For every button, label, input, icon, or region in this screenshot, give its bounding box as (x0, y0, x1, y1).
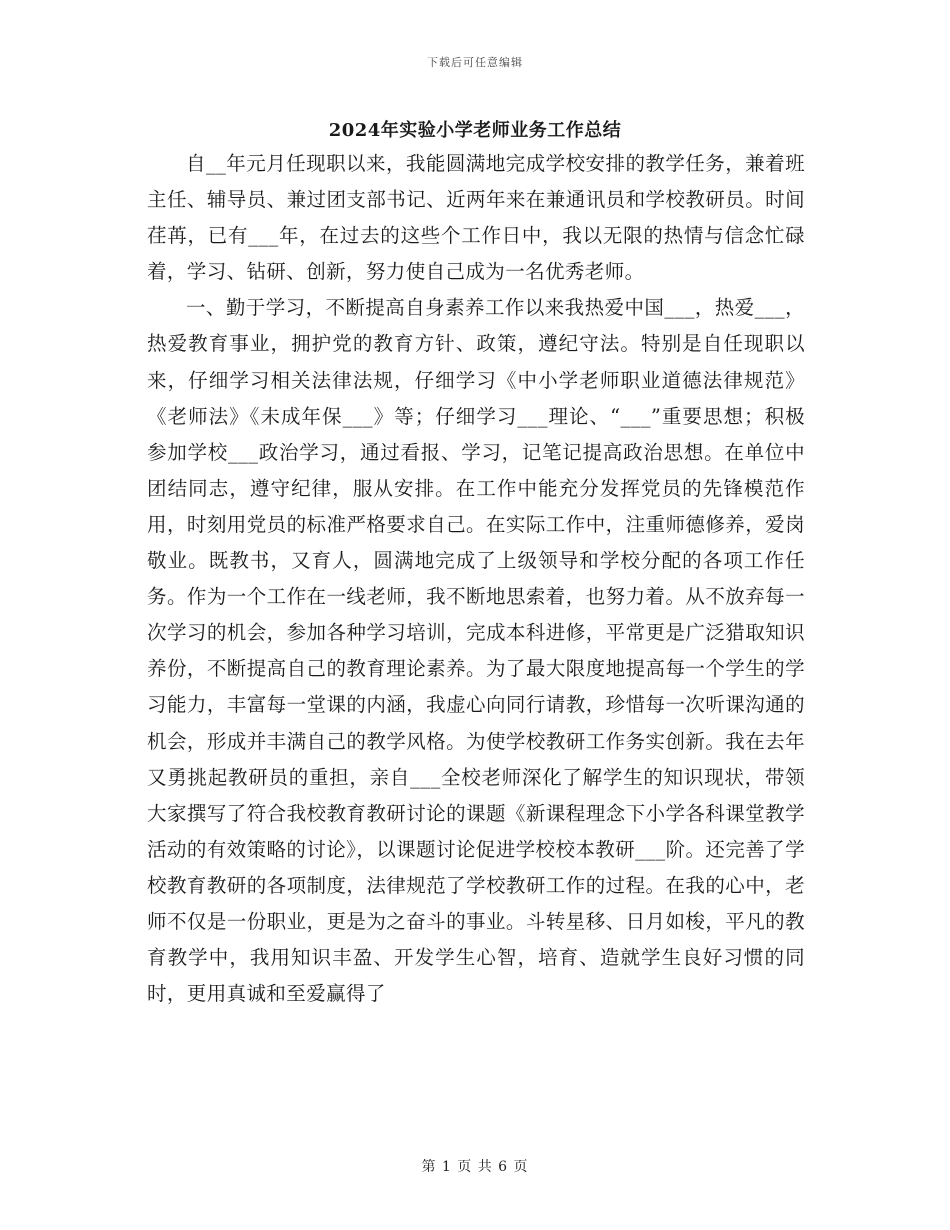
page-header-note: 下载后可任意编辑 (427, 56, 523, 69)
document-title: 2024年实验小学老师业务工作总结 (328, 120, 622, 141)
document-body (147, 146, 805, 1012)
paragraph-intro: 自__年元月任现职以来，我能圆满地完成学校安排的教学任务，兼着班主任、辅导员、兼过团支部书记、近两年来在兼通讯员和学校教研员。时间荏苒，已有___年，在过去的这些个工作日中，我以无限的热情与信念忙碌着，学习、钻研、创新，努力使自己成为一名优秀老师。 (147, 152, 805, 284)
page-number: 第 1 页 共 6 页 (421, 1159, 529, 1175)
paragraph-section-1: 一、勤于学习，不断提高自身素养工作以来我热爱中国___，热爱___，热爱教育事业，拥护党的教育方针、政策，遵纪守法。特别是自任现职以来，仔细学习相关法律法规，仔细学习《中小学老师职业道德法律规范》《老师法》《未成年保___》等；仔细学习___理论、“___”重要思想；积极参加学校___政治学习，通过看报、学习，记笔记提高政治思想。在单位中团结同志，遵守纪律，服从安排。在工作中能充分发挥党员的先锋模范作用，时刻用党员的标准严格要求自己。在实际工作中，注重师德修养，爱岗敬业。既教书，又育人，圆满地完成了上级领导和学校分配的各项工作任务。作为一个工作在一线老师，我不断地思索着，也努力着。从不放弃每一次学习的机会，参加各种学习培训，完成本科进修，平常更是广泛猎取知识养份，不断提高自己的教育理论素养。为了最大限度地提高每一个学生的学习能力，丰富每一堂课的内涵，我虚心向同行请教，珍惜每一次听课沟通的机会，形成并丰满自己的教学风格。为使学校教研工作务实创新。我在去年又勇挑起教研员的重担，亲自___全校老师深化了解学生的知识现状，带领大家撰写了符合我校教育教研讨论的课题《新课程理念下小学各科课堂教学活动的有效策略的讨论》，以课题讨论促进学校校本教研___阶。还完善了学校教育教研的各项制度，法律规范了学校教研工作的过程。在我的心中，老师不仅是一份职业，更是为之奋斗的事业。斗转星移、日月如梭，平凡的教育教学中，我用知识丰盈、开发学生心智，培育、造就学生良好习惯的同时，更用真诚和至爱赢得了 (147, 296, 805, 1006)
